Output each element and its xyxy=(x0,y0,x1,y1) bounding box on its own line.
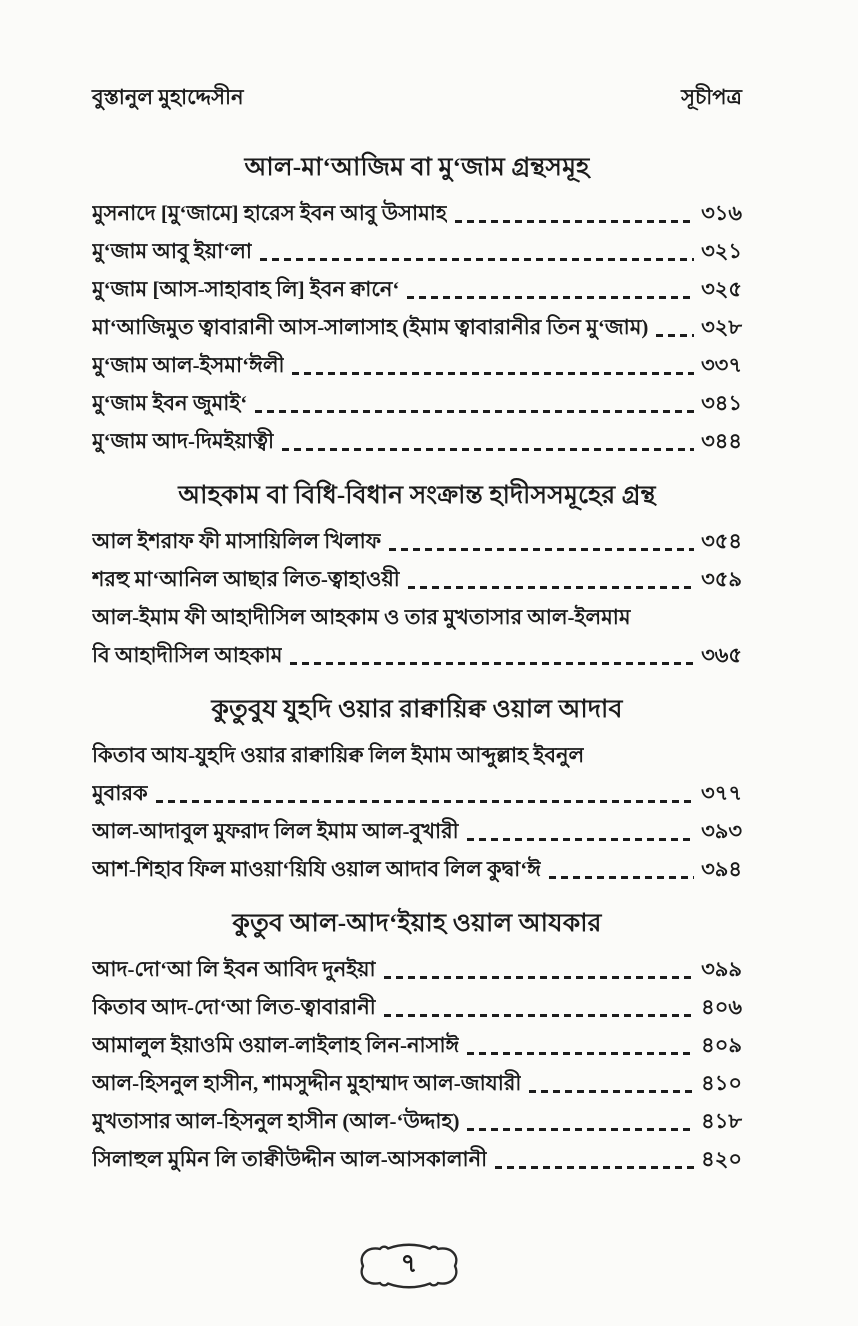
toc-entry-label: মু‘জাম আদ-দিমইয়াত্বী xyxy=(92,429,274,453)
toc-entry xyxy=(92,774,742,812)
entry-page-number: ৩৫৯ xyxy=(701,567,742,591)
dash-leader xyxy=(467,1128,694,1131)
dash-leader xyxy=(495,1166,694,1169)
entry-page-number: ৩১৬ xyxy=(701,201,742,225)
dash-leader xyxy=(467,838,694,841)
toc-entry-label: মু‘জাম ইবন জুমাই‘ xyxy=(92,391,248,415)
table-of-contents xyxy=(92,152,742,1178)
toc-entry xyxy=(92,270,742,308)
toc-entry-label: মা‘আজিমুত ত্বাবারানী আস-সালাসাহ (ইমাম ত্বাবারানীর তিন মু‘জাম) xyxy=(92,315,649,339)
entry-page-number: ৩২৫ xyxy=(701,277,742,301)
entry-page-number: ৩৯৪ xyxy=(701,857,742,881)
dash-leader xyxy=(156,800,694,803)
dash-leader xyxy=(656,334,694,337)
toc-entry-label: মুখতাসার আল-হিসনুল হাসীন (আল-‘উদ্দাহ) xyxy=(92,1109,460,1133)
entry-page-number: ৩৯৩ xyxy=(701,819,742,843)
toc-entry-label: আমালুল ইয়াওমি ওয়াল-লাইলাহ লিন-নাসাঈ xyxy=(92,1033,460,1057)
page-number-ornament xyxy=(348,1238,470,1294)
entry-page-number: ৩৪১ xyxy=(701,391,742,415)
toc-entry-label: আল-হিসনুল হাসীন, শামসুদ্দীন মুহাম্মাদ আল-জাযারী xyxy=(92,1071,522,1095)
entry-page-number: ৩৫৪ xyxy=(701,529,742,553)
entry-page-number: ৩২১ xyxy=(701,239,742,263)
toc-entry xyxy=(92,560,742,598)
toc-entry xyxy=(92,1140,742,1178)
toc-entry-label: সিলাহুল মুমিন লি তাক্বীউদ্দীন আল-আসকালানী xyxy=(92,1147,488,1171)
entry-page-number: ৩৬৫ xyxy=(701,643,742,667)
toc-entry xyxy=(92,346,742,384)
toc-entry-label: আদ-দো‘আ লি ইবন আবিদ দুনইয়া xyxy=(92,957,376,981)
toc-entry-label: আশ-শিহাব ফিল মাওয়া‘য়িযি ওয়াল আদাব লিল কুদ্বা‘ঈ xyxy=(92,857,541,881)
entry-page-number: ৩৪৪ xyxy=(701,429,742,453)
toc-entry-label: আল-ইমাম ফী আহাদীসিল আহকাম ও তার মুখতাসার আল-ইলমাম xyxy=(92,605,631,629)
entry-page-number: ৪০৯ xyxy=(701,1033,742,1057)
toc-entry xyxy=(92,636,742,674)
dash-leader xyxy=(455,220,694,223)
toc-entry-label: মু‘জাম [আস-সাহাবাহ লি] ইবন ক্বানে‘ xyxy=(92,277,400,301)
toc-entry-label: কিতাব আদ-দো‘আ লিত-ত্বাবারানী xyxy=(92,995,376,1019)
toc-entry-label: মু‘জাম আল-ইসমা‘ঈলী xyxy=(92,353,285,377)
section-title: কুতুবুয যুহদি ওয়ার রাক্বায়িক্ব ওয়াল আদাব xyxy=(211,696,623,723)
dash-leader xyxy=(389,548,694,551)
entry-page-number: ৩৭৭ xyxy=(701,781,742,805)
toc-entry xyxy=(92,194,742,232)
page-header xyxy=(92,84,742,110)
toc-entry xyxy=(92,1102,742,1140)
dash-leader xyxy=(407,296,694,299)
running-head-toc-label: সূচীপত্র xyxy=(681,85,742,109)
toc-entry xyxy=(92,422,742,460)
book-title: বুস্তানুল মুহাদ্দেসীন xyxy=(92,85,244,109)
page-footer xyxy=(0,1238,818,1294)
toc-entry xyxy=(92,812,742,850)
dash-leader xyxy=(292,372,694,375)
section-title: আল-মা‘আজিম বা মু‘জাম গ্রন্থসমূহ xyxy=(244,154,590,181)
toc-entry-label: মু‘জাম আবু ইয়া‘লা xyxy=(92,239,252,263)
toc-entry xyxy=(92,988,742,1026)
dash-leader xyxy=(529,1090,694,1093)
dash-leader xyxy=(282,448,694,451)
toc-entry-label: বি আহাদীসিল আহকাম xyxy=(92,643,283,667)
dash-leader xyxy=(384,976,694,979)
toc-entry-label: আল ইশরাফ ফী মাসায়িলিল খিলাফ xyxy=(92,529,382,553)
toc-entry xyxy=(92,308,742,346)
entry-page-number: ৩২৮ xyxy=(701,315,742,339)
toc-entry-label: শরহু মা‘আনিল আছার লিত-ত্বাহাওয়ী xyxy=(92,567,400,591)
toc-entry-label: কিতাব আয-যুহদি ওয়ার রাক্বায়িক্ব লিল ইমাম আব্দুল্লাহ ইবনুল xyxy=(92,743,585,767)
toc-entry xyxy=(92,384,742,422)
entry-page-number: ৩৯৯ xyxy=(701,957,742,981)
toc-entry xyxy=(92,1064,742,1102)
dash-leader xyxy=(384,1014,694,1017)
toc-entry xyxy=(92,232,742,270)
dash-leader xyxy=(290,662,694,665)
entry-page-number: ৩৩৭ xyxy=(701,353,742,377)
toc-entry xyxy=(92,522,742,560)
section-title: আহকাম বা বিধি-বিধান সংক্রান্ত হাদীসসমূহের গ্রন্থ xyxy=(178,482,656,509)
section-title: কুতুব আল-আদ‘ইয়াহ ওয়াল আযকার xyxy=(232,910,602,937)
toc-entry xyxy=(92,598,742,636)
toc-entry xyxy=(92,950,742,988)
toc-entry xyxy=(92,736,742,774)
toc-entry-label: মুসনাদে [মু‘জামে] হারেস ইবন আবু উসামাহ xyxy=(92,201,447,225)
dash-leader xyxy=(467,1052,694,1055)
toc-entry xyxy=(92,850,742,888)
dash-leader xyxy=(408,586,694,589)
dash-leader xyxy=(549,876,694,879)
entry-page-number: ৪১৮ xyxy=(701,1109,742,1133)
toc-entry-label: মুবারক xyxy=(92,781,148,805)
page-number: ৭ xyxy=(400,1248,418,1278)
entry-page-number: ৪২০ xyxy=(701,1147,742,1171)
entry-page-number: ৪১০ xyxy=(701,1071,742,1095)
toc-entry-label: আল-আদাবুল মুফরাদ লিল ইমাম আল-বুখারী xyxy=(92,819,459,843)
dash-leader xyxy=(260,258,694,261)
entry-page-number: ৪০৬ xyxy=(701,995,742,1019)
toc-entry xyxy=(92,1026,742,1064)
dash-leader xyxy=(255,410,694,413)
